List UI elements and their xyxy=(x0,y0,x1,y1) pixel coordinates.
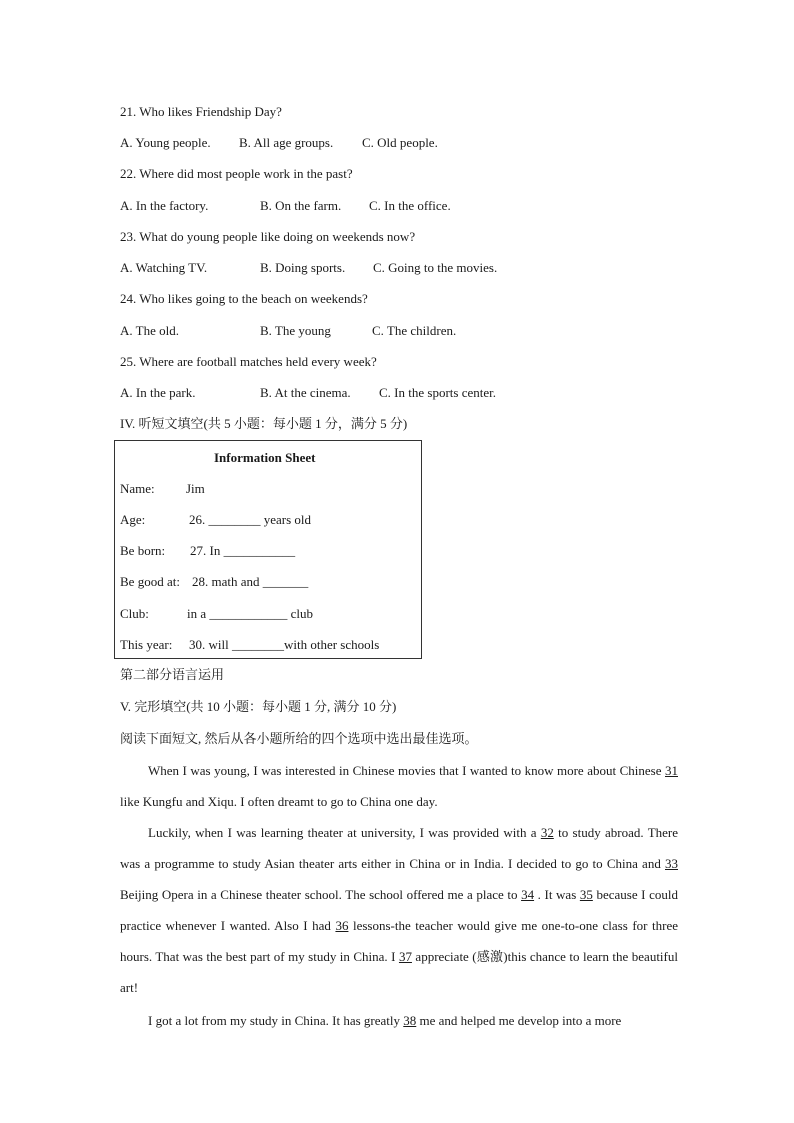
information-sheet xyxy=(114,440,422,659)
question-21-stem: 21. Who likes Friendship Day? xyxy=(120,104,282,119)
q25-option-b: B. At the cinema. xyxy=(260,385,351,400)
section-5-instruction: 阅读下面短文, 然后从各小题所给的四个选项中选出最佳选项。 xyxy=(120,731,478,746)
q25-option-a: A. In the park. xyxy=(120,385,196,400)
info-value-age: 26. ________ years old xyxy=(189,512,312,527)
blank-38: 38 xyxy=(403,1013,417,1028)
info-row-name xyxy=(120,481,205,497)
p2-text-3: Beijing Opera in a Chinese theater school. The school offered me a place to xyxy=(120,887,522,902)
p3-text-1: I got a lot from my study in China. It has greatly xyxy=(148,1013,404,1028)
info-value-good-at: 28. math and _______ xyxy=(192,574,309,589)
blank-35: 35 xyxy=(579,887,593,902)
p2-text-6: lessons-the teacher would give me one-to-one class for three hours. That was the best part of my study in China. I xyxy=(120,918,678,964)
blank-34: 34 xyxy=(521,887,535,902)
info-value-this-year: 30. will ________with other schools xyxy=(189,637,380,652)
q24-option-a: A. The old. xyxy=(120,323,179,338)
q23-option-b: B. Doing sports. xyxy=(260,260,346,275)
question-23-stem: 23. What do young people like doing on weekends now? xyxy=(120,229,416,244)
info-label-name: Name: xyxy=(120,481,155,496)
info-row-club xyxy=(120,606,314,622)
info-label-club: Club: xyxy=(120,606,149,621)
info-row-good-at xyxy=(120,574,309,590)
q24-option-c: C. The children. xyxy=(372,323,457,338)
passage-paragraph-3 xyxy=(120,1005,678,1036)
question-24-stem: 24. Who likes going to the beach on weekends? xyxy=(120,291,368,306)
q23-option-a: A. Watching TV. xyxy=(120,260,208,275)
p1-text-1: When I was young, I was interested in Chinese movies that I wanted to know more about Chinese xyxy=(148,763,665,778)
section-4-heading: IV. 听短文填空(共 5 小题：每小题 1 分，满分 5 分) xyxy=(120,416,408,431)
q25-option-c: C. In the sports center. xyxy=(379,385,496,400)
q23-option-c: C. Going to the movies. xyxy=(373,260,498,275)
p2-text-5: because I could practice whenever I wanted. Also I had xyxy=(120,887,678,933)
question-25-stem: 25. Where are football matches held every week? xyxy=(120,354,377,369)
info-value-name: Jim xyxy=(186,481,205,496)
info-value-club: in a ____________ club xyxy=(187,606,314,621)
info-label-this-year: This year: xyxy=(120,637,173,652)
p2-text-2: to study abroad. There was a programme to study Asian theater arts either in China or in India. I decided to go to China and xyxy=(120,825,679,871)
info-value-born: 27. In ___________ xyxy=(190,543,296,558)
blank-37: 37 xyxy=(398,949,412,964)
question-22-stem: 22. Where did most people work in the past? xyxy=(120,166,353,181)
section-5-heading: V. 完形填空(共 10 小题：每小题 1 分, 满分 10 分) xyxy=(120,699,397,714)
q22-option-a: A. In the factory. xyxy=(120,198,209,213)
info-label-born: Be born: xyxy=(120,543,166,558)
info-label-age: Age: xyxy=(120,512,146,527)
part-2-heading: 第二部分语言运用 xyxy=(120,667,225,682)
blank-32: 32 xyxy=(540,825,554,840)
q22-option-c: C. In the office. xyxy=(369,198,451,213)
information-sheet-title: Information Sheet xyxy=(214,450,316,465)
q24-option-b: B. The young xyxy=(260,323,331,338)
p2-text-7: appreciate (感激)this chance to learn the beautiful art! xyxy=(120,949,678,995)
blank-33: 33 xyxy=(665,856,678,871)
q21-option-a: A. Young people. xyxy=(120,135,211,150)
p3-text-2: me and helped me develop into a more xyxy=(416,1013,622,1028)
blank-31: 31 xyxy=(665,763,678,778)
p1-text-2: like Kungfu and Xiqu. I often dreamt to go to China one day. xyxy=(120,794,438,809)
q22-option-b: B. On the farm. xyxy=(260,198,342,213)
p2-text-4: . It was xyxy=(534,887,580,902)
q21-option-c: C. Old people. xyxy=(362,135,438,150)
passage-paragraph-2 xyxy=(120,817,678,1003)
info-row-this-year xyxy=(120,637,380,653)
info-row-age xyxy=(120,512,312,528)
p2-text-1: Luckily, when I was learning theater at university, I was provided with a xyxy=(148,825,541,840)
q21-option-b: B. All age groups. xyxy=(239,135,334,150)
blank-36: 36 xyxy=(335,918,349,933)
passage-paragraph-1 xyxy=(120,755,678,817)
info-label-good-at: Be good at: xyxy=(120,574,180,589)
info-row-born xyxy=(120,543,296,559)
